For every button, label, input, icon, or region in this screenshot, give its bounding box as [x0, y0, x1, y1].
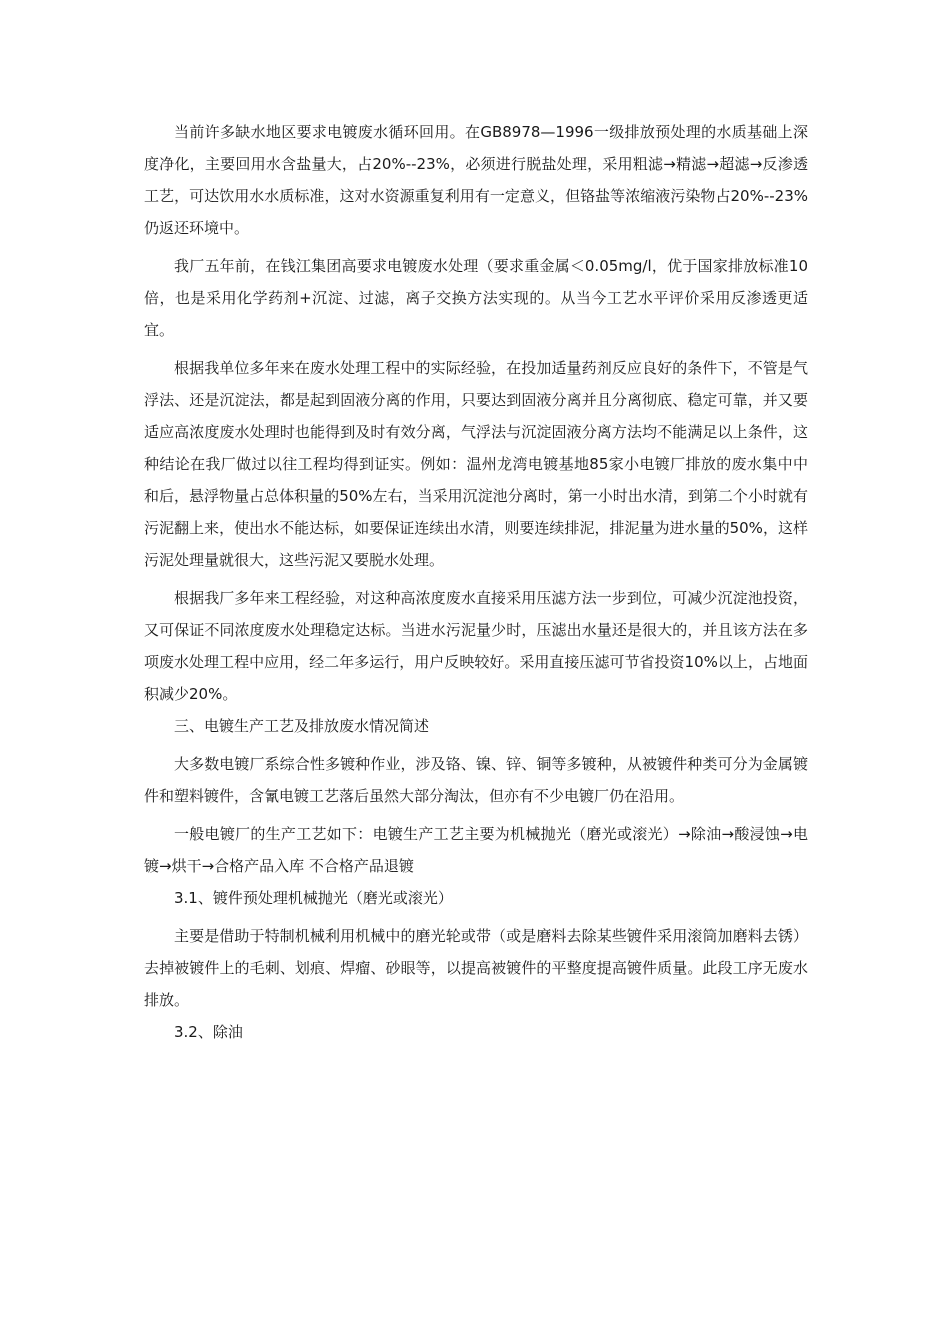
- paragraph-factory-history: 我厂五年前，在钱江集团高要求电镀废水处理（要求重金属＜0.05mg/l，优于国家排放标准10倍，也是采用化学药剂+沉淀、过滤，离子交换方法实现的。从当今工艺水平评价采用反渗透更适宜。: [144, 257, 808, 339]
- paragraph-water-reuse: 当前许多缺水地区要求电镀废水循环回用。在GB8978—1996一级排放预处理的水质基础上深度净化，主要回用水含盐量大，占20%--23%，必须进行脱盐处理，采用粗滤→精滤→超滤→反渗透工艺，可达饮用水水质标准，这对水资源重复利用有一定意义，但铬盐等浓缩液污染物占20%--23%仍返还环境中。: [144, 123, 808, 237]
- document-body: [144, 116, 808, 1048]
- paragraph-polishing: 主要是借助于特制机械利用机械中的磨光轮或带（或是磨料去除某些镀件采用滚筒加磨料去锈）去掉被镀件上的毛刺、划痕、焊瘤、砂眼等，以提高被镀件的平整度提高镀件质量。此段工序无废水排放。: [144, 927, 808, 1009]
- paragraph-separation-experience: 根据我单位多年来在废水处理工程中的实际经验，在投加适量药剂反应良好的条件下，不管是气浮法、还是沉淀法，都是起到固液分离的作用，只要达到固液分离并且分离彻底、稳定可靠，并又要适应高浓度废水处理时也能得到及时有效分离，气浮法与沉淀固液分离方法均不能满足以上条件，这种结论在我厂做过以往工程均得到证实。例如：温州龙湾电镀基地85家小电镀厂排放的废水集中中和后，悬浮物量占总体积量的50%左右，当采用沉淀池分离时，第一小时出水清，到第二个小时就有污泥翻上来，使出水不能达标，如要保证连续出水清，则要连续排泥，排泥量为进水量的50%，这样污泥处理量就很大，这些污泥又要脱水处理。: [144, 359, 808, 569]
- paragraph-plating-types: 大多数电镀厂系综合性多镀种作业，涉及铬、镍、锌、铜等多镀种，从被镀件种类可分为金属镀件和塑料镀件，含氰电镀工艺落后虽然大部分淘汰，但亦有不少电镀厂仍在沿用。: [144, 755, 808, 805]
- paragraph-process-flow: 一般电镀厂的生产工艺如下：电镀生产工艺主要为机械抛光（磨光或滚光）→除油→酸浸蚀→电镀→烘干→合格产品入库 不合格产品退镀: [144, 825, 808, 875]
- section-heading-3-2: 3.2、除油: [174, 1023, 243, 1041]
- section-heading-3: 三、电镀生产工艺及排放废水情况简述: [174, 717, 430, 735]
- paragraph-press-filtration: 根据我厂多年来工程经验，对这种高浓度废水直接采用压滤方法一步到位，可减少沉淀池投资，又可保证不同浓度废水处理稳定达标。当进水污泥量少时，压滤出水量还是很大的，并且该方法在多项废水处理工程中应用，经二年多运行，用户反映较好。采用直接压滤可节省投资10%以上，占地面积减少20%。: [144, 589, 808, 703]
- section-heading-3-1: 3.1、镀件预处理机械抛光（磨光或滚光）: [174, 889, 453, 907]
